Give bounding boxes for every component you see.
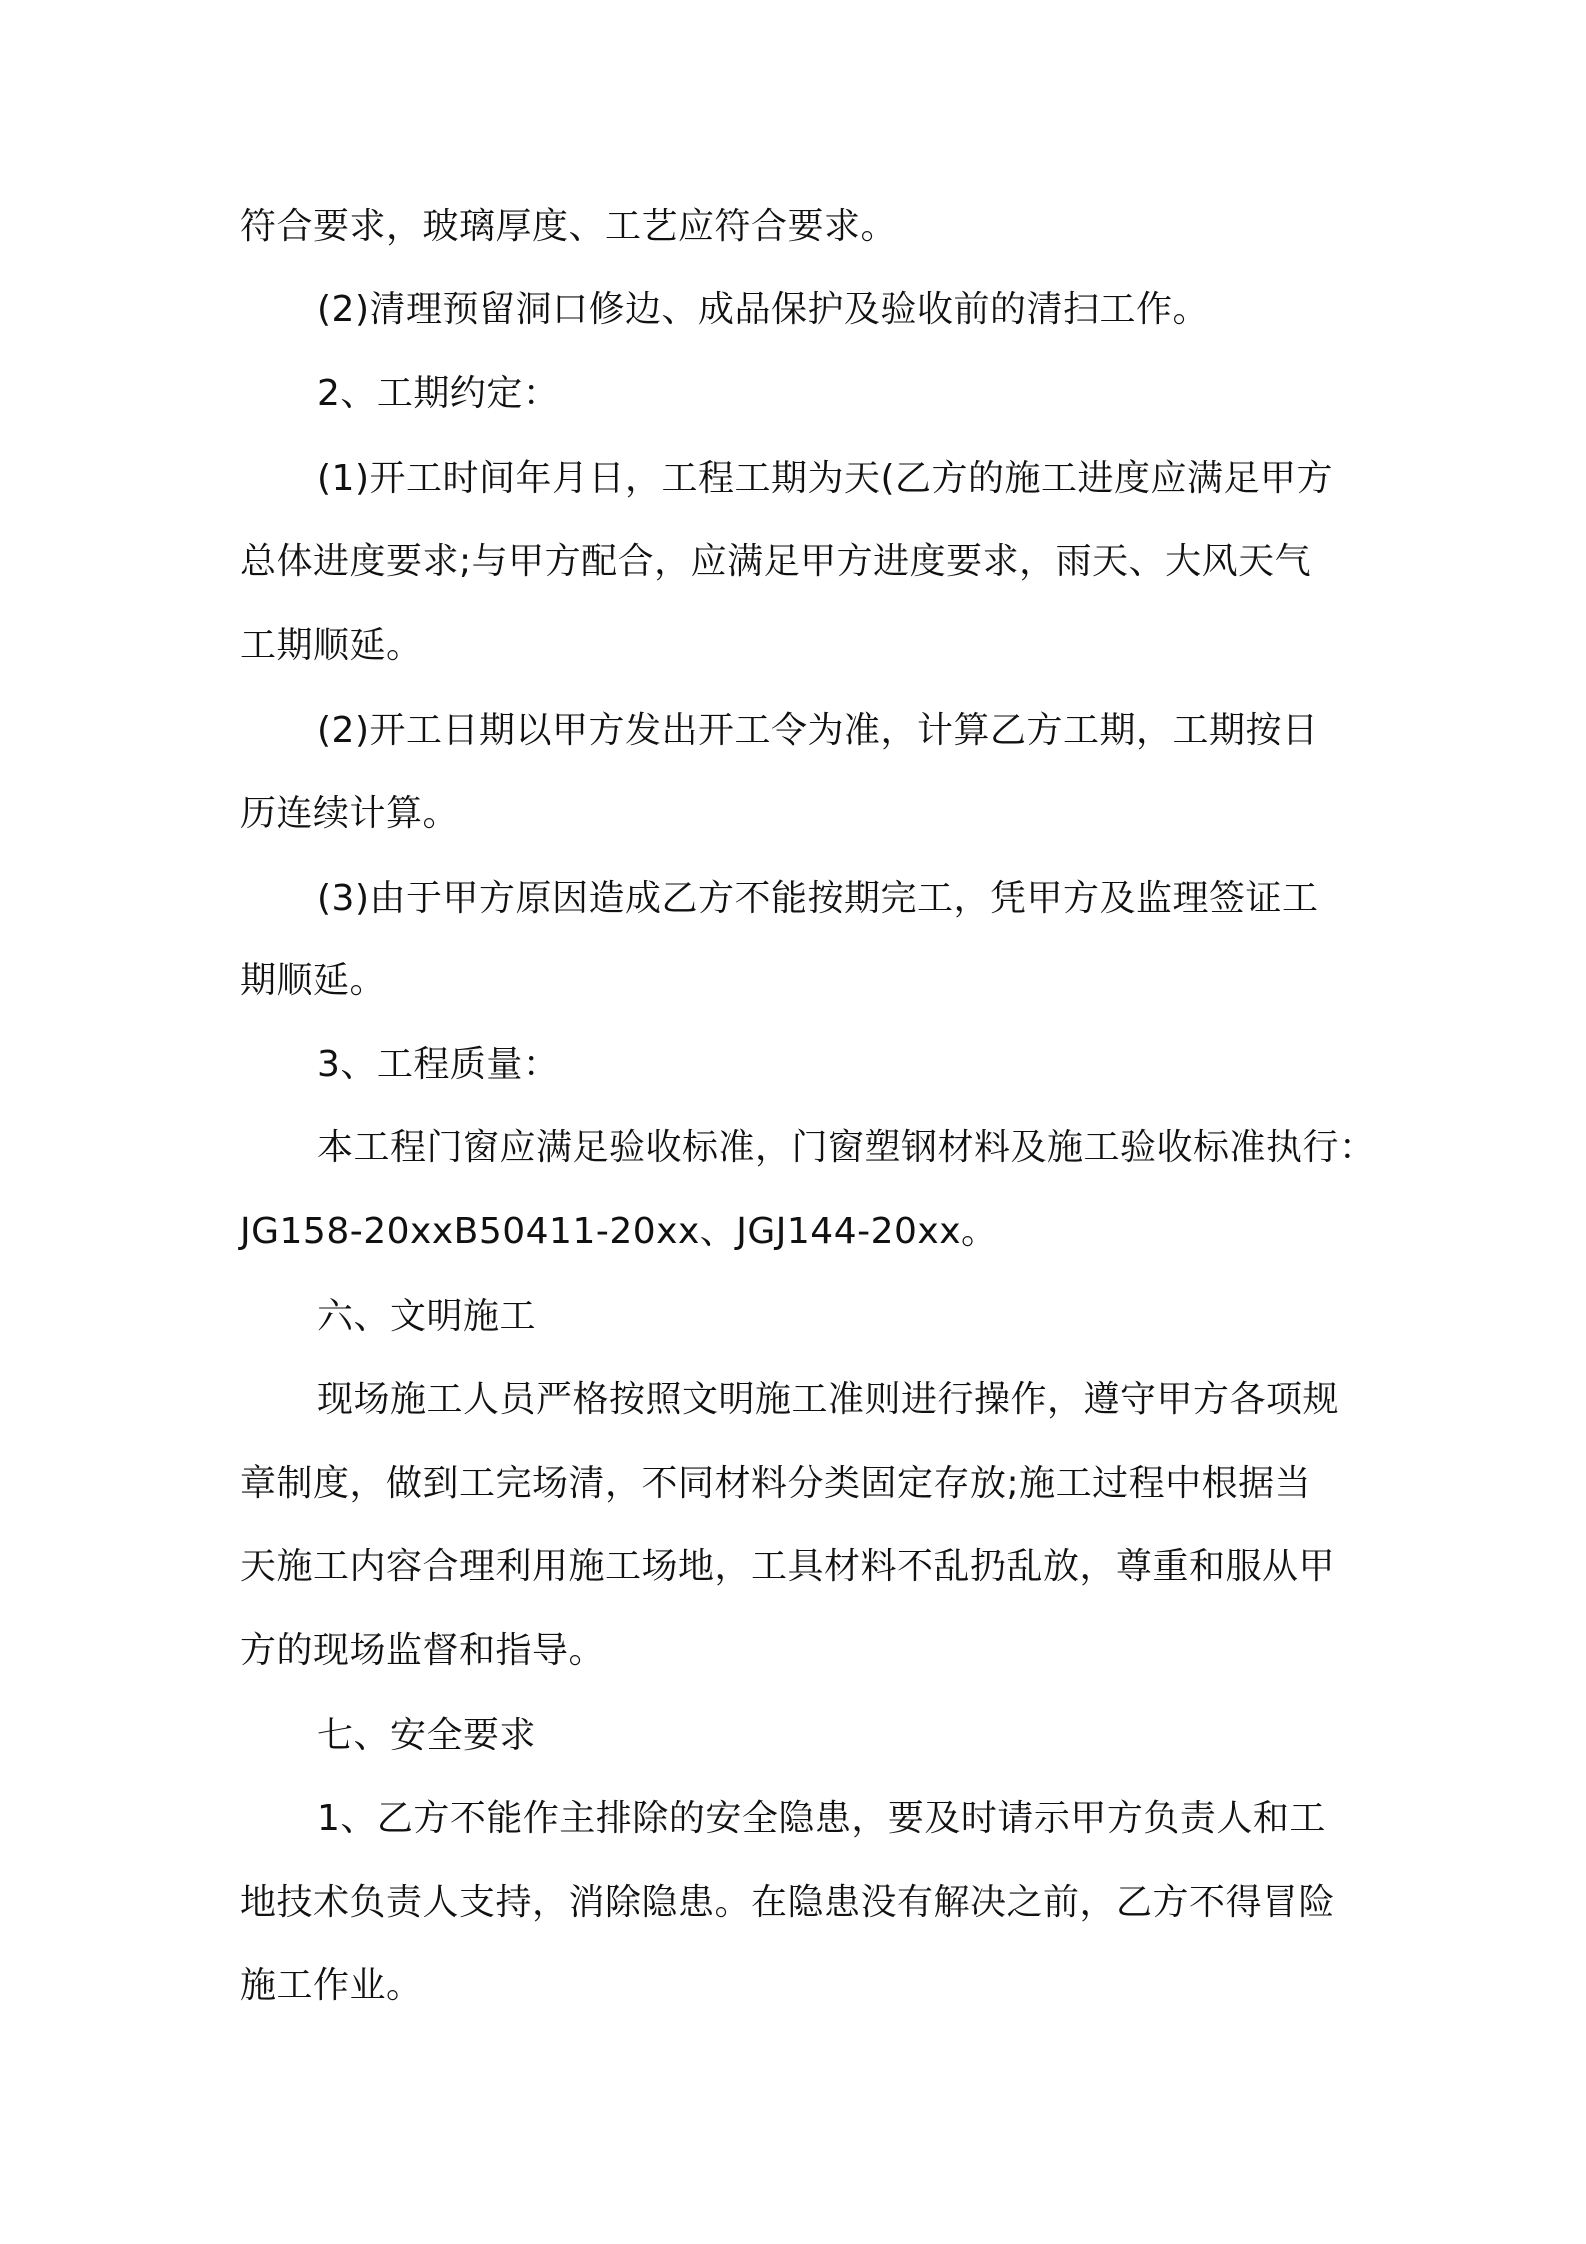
section-heading: 3、工程质量： — [317, 1044, 560, 1085]
section-heading: 六、文明施工 — [317, 1296, 537, 1337]
body-text-line: 1、乙方不能作主排除的安全隐患，要及时请示甲方负责人和工 — [317, 1798, 1326, 1839]
section-heading: 七、安全要求 — [317, 1715, 537, 1756]
body-text-line: 天施工内容合理利用施工场地，工具材料不乱扔乱放，尊重和服从甲 — [240, 1546, 1336, 1587]
body-text-line: 期顺延。 — [240, 960, 387, 1001]
body-text-line: 符合要求，玻璃厚度、工艺应符合要求。 — [240, 206, 898, 247]
body-text-line: 方的现场监督和指导。 — [240, 1630, 606, 1671]
body-text-line: 施工作业。 — [240, 1965, 423, 2006]
body-text-line: 总体进度要求;与甲方配合，应满足甲方进度要求，雨天、大风天气 — [240, 541, 1312, 582]
body-text-line: (1)开工时间年月日，工程工期为天(乙方的施工进度应满足甲方 — [317, 458, 1334, 499]
body-text-line: JG158-20xxB50411-20xx、JGJ144-20xx。 — [240, 1211, 998, 1252]
body-text-line: 地技术负责人支持，消除隐患。在隐患没有解决之前，乙方不得冒险 — [240, 1882, 1336, 1923]
body-text-line: 现场施工人员严格按照文明施工准则进行操作，遵守甲方各项规 — [317, 1379, 1340, 1420]
body-text-line: 本工程门窗应满足验收标准，门窗塑钢材料及施工验收标准执行： — [317, 1127, 1376, 1168]
body-text-line: (3)由于甲方原因造成乙方不能按期完工，凭甲方及监理签证工 — [317, 878, 1319, 919]
body-text-line: (2)清理预留洞口修边、成品保护及验收前的清扫工作。 — [317, 289, 1209, 330]
section-heading: 2、工期约定： — [317, 373, 560, 414]
body-text-line: 历连续计算。 — [240, 793, 460, 834]
body-text-line: 工期顺延。 — [240, 625, 423, 666]
body-text-line: 章制度，做到工完场清，不同材料分类固定存放;施工过程中根据当 — [240, 1463, 1312, 1504]
body-text-line: (2)开工日期以甲方发出开工令为准，计算乙方工期，工期按日 — [317, 710, 1319, 751]
